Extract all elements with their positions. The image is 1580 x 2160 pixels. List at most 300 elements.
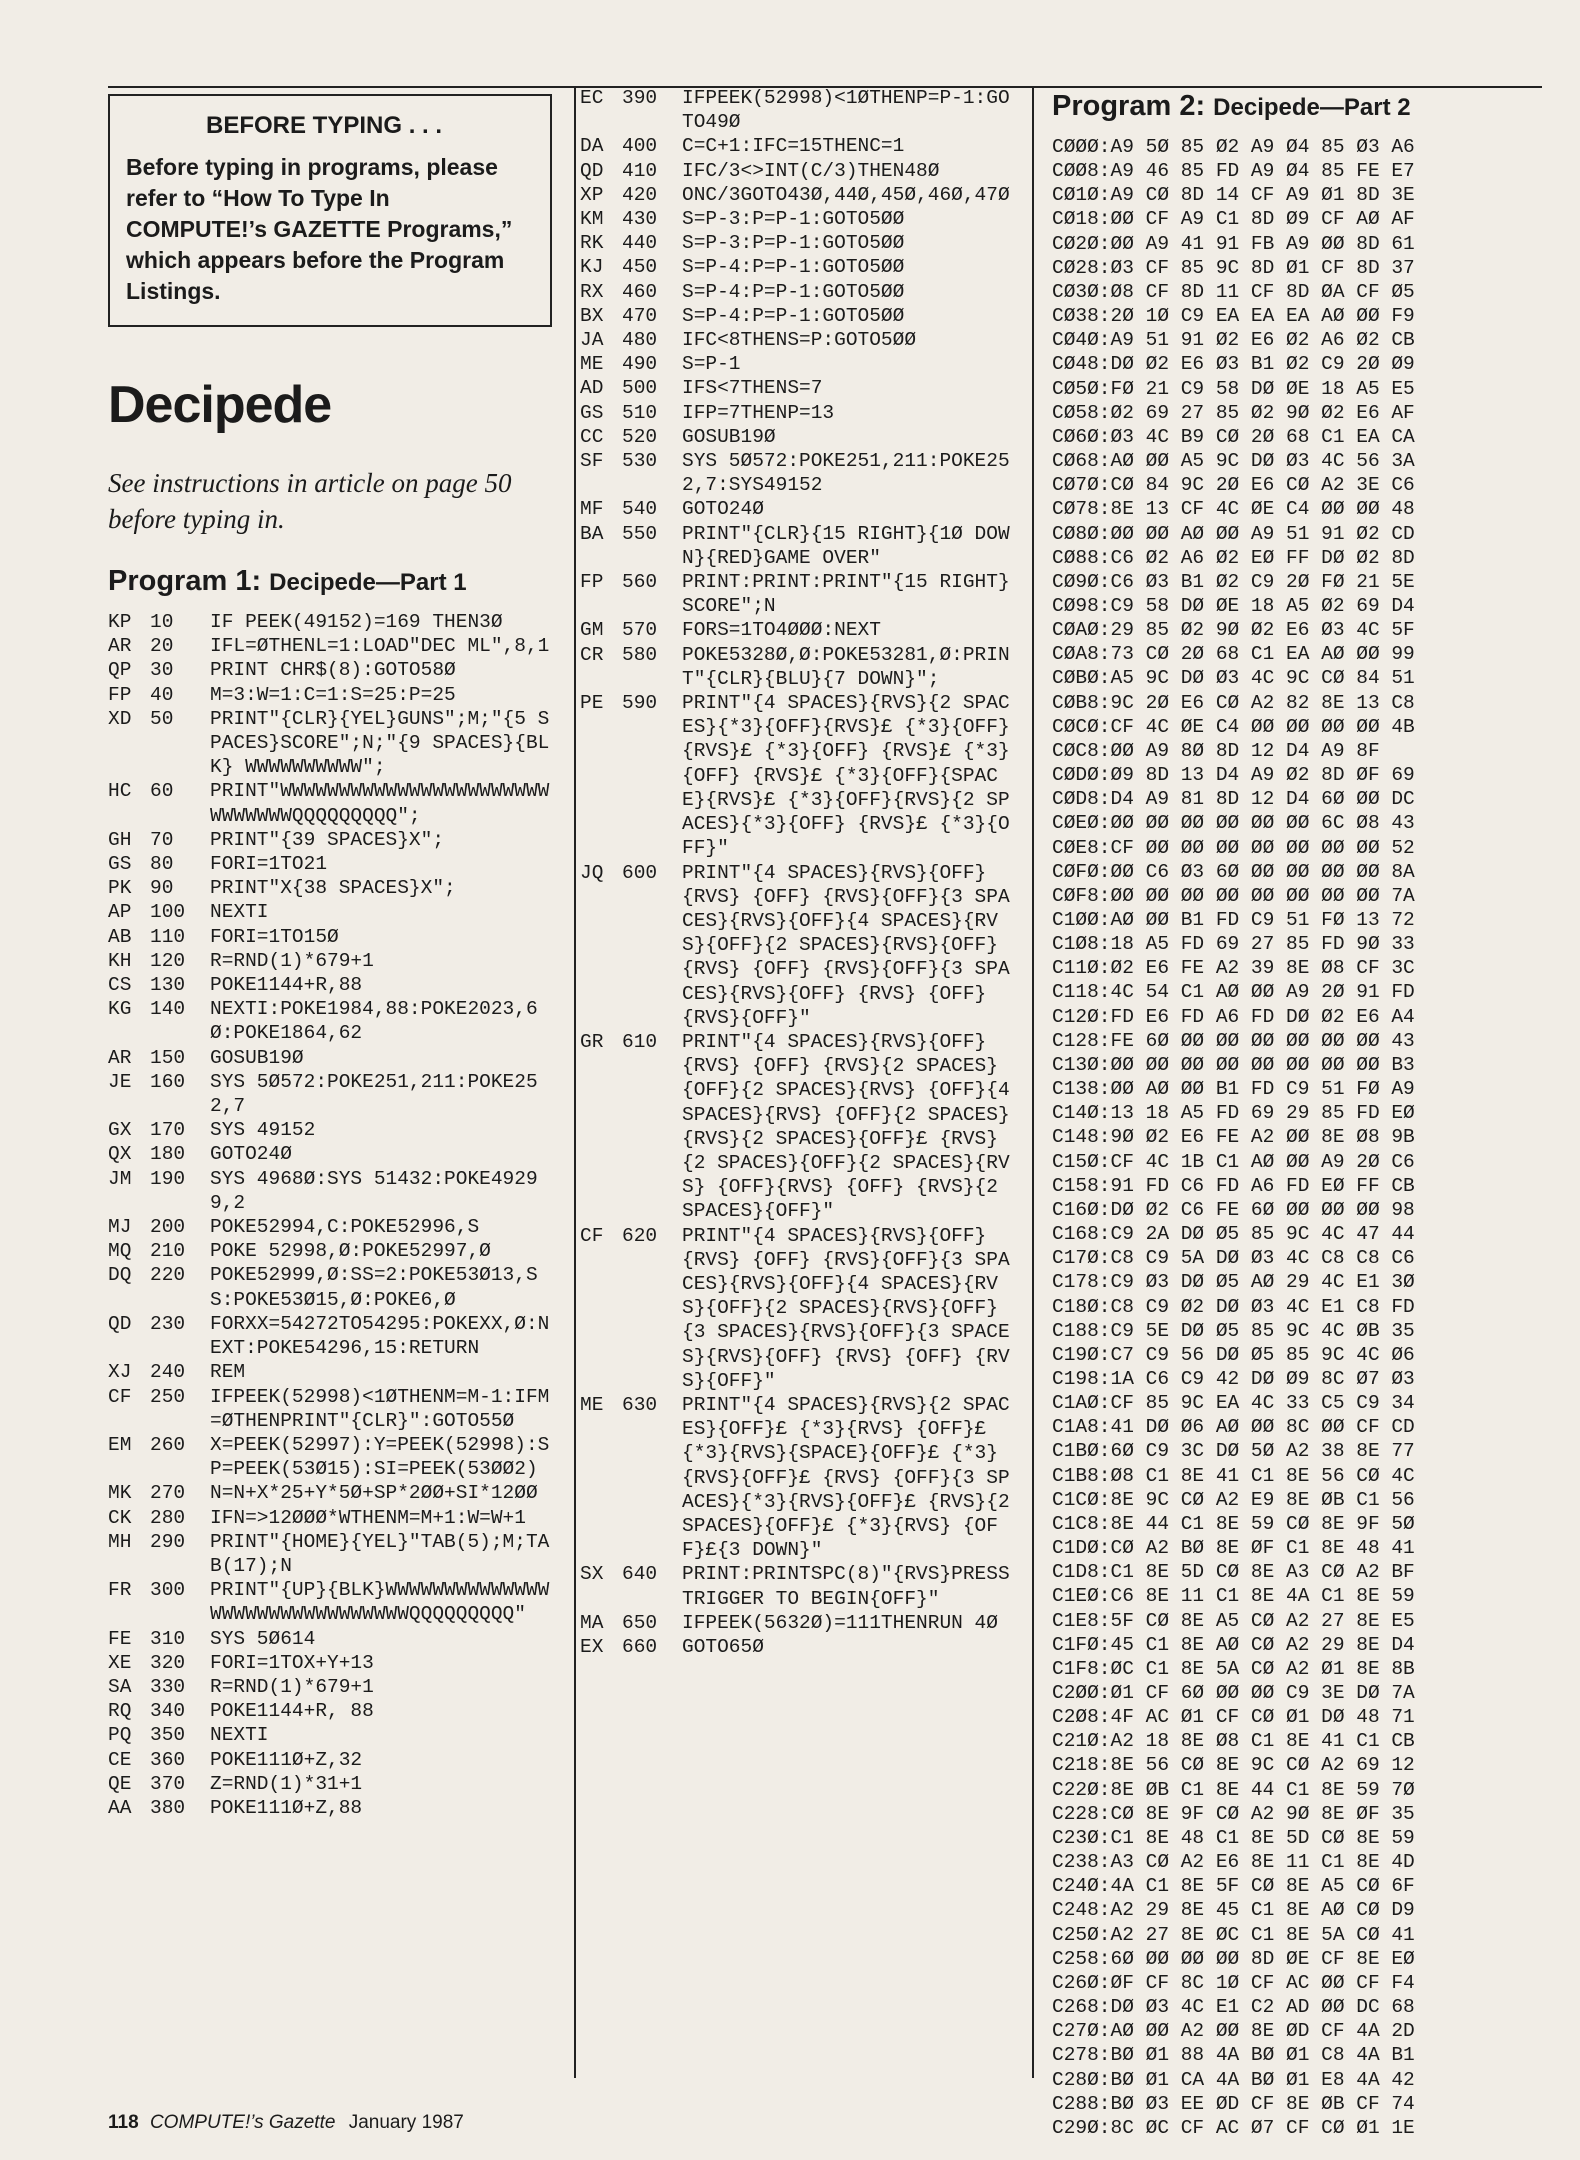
listing-line <box>108 658 552 682</box>
listing-line <box>580 207 1020 231</box>
checksum: CE <box>108 1748 132 1771</box>
checksum: JA <box>580 329 604 352</box>
checksum: XP <box>580 183 604 206</box>
code: POKE1144+R, 88 <box>210 1700 374 1723</box>
ml-line: CØ28:Ø3 CF 85 9C 8D Ø1 CF 8D 37 <box>1052 256 1415 279</box>
line-number: 100 <box>150 901 186 924</box>
ml-line: C228:CØ 8E 9F CØ A2 9Ø 8E ØF 35 <box>1052 1802 1415 1825</box>
ml-line: C1FØ:45 C1 8E AØ CØ A2 29 8E D4 <box>1052 1633 1415 1656</box>
code: R=RND(1)*679+1 <box>210 949 374 972</box>
checksum: JQ <box>580 861 604 884</box>
checksum: XD <box>108 707 132 730</box>
line-number: 470 <box>622 304 658 327</box>
line-number: 60 <box>150 780 174 803</box>
article-intro: See instructions in article on page 50 before typing in. <box>108 468 512 534</box>
code: Z=RND(1)*31+1 <box>210 1772 363 1795</box>
listing-line <box>108 1385 552 1433</box>
checksum: MA <box>580 1611 604 1634</box>
checksum: KJ <box>580 256 604 279</box>
listing-line <box>580 328 1020 352</box>
listing-line <box>580 134 1020 158</box>
code: PRINT"{CLR}{YEL}GUNS";M;"{5 SPACES}SCORE";N;"{9 SPACES}{BLK} WWWWWWWWWW"; <box>210 707 550 779</box>
listing-line <box>108 876 552 900</box>
ml-line: C188:C9 5E DØ Ø5 85 9C 4C ØB 35 <box>1052 1319 1415 1342</box>
line-number: 650 <box>622 1611 658 1634</box>
listing-line <box>108 707 552 780</box>
line-number: 250 <box>150 1385 186 1408</box>
code: POKE111Ø+Z,32 <box>210 1748 363 1771</box>
line-number: 170 <box>150 1119 186 1142</box>
line-number: 130 <box>150 974 186 997</box>
line-number: 330 <box>150 1675 186 1698</box>
line-number: 150 <box>150 1046 186 1069</box>
listing-line <box>108 1312 552 1360</box>
line-number: 480 <box>622 329 658 352</box>
ml-line: C238:A3 CØ A2 E6 8E 11 C1 8E 4D <box>1052 1851 1415 1874</box>
line-number: 630 <box>622 1393 658 1416</box>
line-number: 320 <box>150 1651 186 1674</box>
program-1-label: Program 1: <box>108 565 262 597</box>
listing-line <box>580 618 1020 642</box>
ml-line: C1C8:8E 44 C1 8E 59 CØ 8E 9F 5Ø <box>1052 1512 1415 1535</box>
listing-line <box>580 1224 1020 1393</box>
listing-line <box>108 1070 552 1118</box>
listing-line <box>580 304 1020 328</box>
checksum: CR <box>580 643 604 666</box>
ml-line: CØ78:8E 13 CF 4C ØE C4 ØØ ØØ 48 <box>1052 498 1415 521</box>
code: PRINT CHR$(8):GOTO58Ø <box>210 659 456 682</box>
ml-line: CØ9Ø:C6 Ø3 B1 Ø2 C9 2Ø FØ 21 5E <box>1052 570 1415 593</box>
program-2-heading <box>1052 90 1562 123</box>
ml-line: CØ7Ø:CØ 84 9C 2Ø E6 CØ A2 3E C6 <box>1052 474 1415 497</box>
ml-line: C12Ø:FD E6 FD A6 FD DØ Ø2 E6 A4 <box>1052 1005 1415 1028</box>
code: IFN=>12ØØØ*WTHENM=M+1:W=W+1 <box>210 1506 526 1529</box>
code: N=N+X*25+Y*5Ø+SP*2ØØ+SI*12ØØ <box>210 1482 538 1505</box>
program-1-listing <box>108 610 552 1820</box>
listing-line <box>108 1506 552 1530</box>
line-number: 460 <box>622 280 658 303</box>
listing-line <box>108 925 552 949</box>
listing-line <box>580 1393 1020 1562</box>
code: IFPEEK(5632Ø)=111THENRUN 4Ø <box>682 1611 998 1634</box>
code: X=PEEK(52997):Y=PEEK(52998):SP=PEEK(53Ø15):SI=PEEK(53ØØ2) <box>210 1433 550 1481</box>
line-number: 340 <box>150 1700 186 1723</box>
ml-line: C1EØ:C6 8E 11 C1 8E 4A C1 8E 59 <box>1052 1585 1415 1608</box>
checksum: SF <box>580 450 604 473</box>
ml-line: C2Ø8:4F AC Ø1 CF CØ Ø1 DØ 48 71 <box>1052 1706 1415 1729</box>
listing-line <box>108 1142 552 1166</box>
listing-line <box>580 449 1020 497</box>
line-number: 20 <box>150 635 174 658</box>
program-2-label: Program 2: <box>1052 90 1206 122</box>
code: FORI=1TO21 <box>210 853 328 876</box>
code: NEXTI <box>210 901 269 924</box>
ml-line: C1F8:ØC C1 8E 5A CØ A2 Ø1 8E 8B <box>1052 1657 1415 1680</box>
code: FORXX=54272TO54295:POKEXX,Ø:NEXT:POKE54296,15:RETURN <box>210 1312 550 1360</box>
listing-line <box>108 1239 552 1263</box>
line-number: 430 <box>622 208 658 231</box>
ml-line: C1DØ:CØ A2 BØ 8E ØF C1 8E 48 41 <box>1052 1537 1415 1560</box>
line-number: 160 <box>150 1070 186 1093</box>
ml-line: C22Ø:8E ØB C1 8E 44 C1 8E 59 7Ø <box>1052 1778 1415 1801</box>
listing-line <box>108 610 552 634</box>
checksum: QP <box>108 659 132 682</box>
line-number: 600 <box>622 861 658 884</box>
ml-line: C23Ø:C1 8E 48 C1 8E 5D CØ 8E 59 <box>1052 1826 1415 1849</box>
listing-line <box>108 1167 552 1215</box>
listing-line <box>580 280 1020 304</box>
line-number: 30 <box>150 659 174 682</box>
checksum: FE <box>108 1627 132 1650</box>
ml-line: C268:DØ Ø3 4C E1 C2 AD ØØ DC 68 <box>1052 1996 1415 2019</box>
code: POKE52999,Ø:SS=2:POKE53Ø13,SS:POKE53Ø15,Ø:POKE6,Ø <box>210 1264 538 1311</box>
code: NEXTI <box>210 1724 269 1747</box>
line-number: 70 <box>150 828 174 851</box>
ml-line: C28Ø:BØ Ø1 CA 4A BØ Ø1 E8 4A 42 <box>1052 2068 1415 2091</box>
code: PRINT"{4 SPACES}{RVS}{2 SPACES}{OFF}£ {*3}{RVS} {OFF}£ {*3}{RVS}{SPACE}{OFF}£ {*3}{RVS}{OFF}£ {RVS} {OFF}{3 SPACES}{*3}{RVS}{OFF}£ {RVS}{2 SPACES}{OFF}£ {*3}{RVS} {OFF}£{3 DOWN}" <box>682 1393 1022 1562</box>
checksum: RK <box>580 232 604 255</box>
listing-line <box>108 900 552 924</box>
ml-line: C25Ø:A2 27 8E ØC C1 8E 5A CØ 41 <box>1052 1923 1415 1946</box>
checksum: PK <box>108 877 132 900</box>
line-number: 510 <box>622 401 658 424</box>
line-number: 610 <box>622 1030 658 1053</box>
checksum: GS <box>580 401 604 424</box>
checksum: BX <box>580 304 604 327</box>
ml-line: CØ88:C6 Ø2 A6 Ø2 EØ FF DØ Ø2 8D <box>1052 546 1415 569</box>
line-number: 280 <box>150 1506 186 1529</box>
listing-line <box>108 1263 552 1311</box>
line-number: 290 <box>150 1530 186 1553</box>
checksum: GR <box>580 1030 604 1053</box>
line-number: 200 <box>150 1216 186 1239</box>
listing-line <box>108 949 552 973</box>
code: PRINT:PRINT:PRINT"{15 RIGHT}SCORE";N <box>682 571 1010 618</box>
code: GOTO24Ø <box>682 498 764 521</box>
checksum: MK <box>108 1482 132 1505</box>
ml-line: CØ68:AØ ØØ A5 9C DØ Ø3 4C 56 3A <box>1052 450 1415 473</box>
checksum: EM <box>108 1433 132 1456</box>
listing-line <box>580 86 1020 134</box>
listing-line <box>580 643 1020 691</box>
ml-line: CØ6Ø:Ø3 4C B9 CØ 2Ø 68 C1 EA CA <box>1052 425 1415 448</box>
ml-line: C24Ø:4A C1 8E 5F CØ 8E A5 CØ 6F <box>1052 1875 1415 1898</box>
code: SYS 49152 <box>210 1119 316 1142</box>
listing-line <box>580 352 1020 376</box>
line-number: 660 <box>622 1636 658 1658</box>
code: IFC/3<>INT(C/3)THEN48Ø <box>682 159 940 182</box>
line-number: 450 <box>622 256 658 279</box>
ml-line: C248:A2 29 8E 45 C1 8E AØ CØ D9 <box>1052 1899 1415 1922</box>
code: PRINT"{4 SPACES}{RVS}{2 SPACES}{*3}{OFF}{RVS}£ {*3}{OFF} {RVS}£ {*3}{OFF} {RVS}£ {*3}{OFF} {RVS}£ {*3}{OFF}{SPACE}{RVS}£ {*3}{OFF}{RVS}{2 SPACES}{*3}{OFF} {RVS}£ {*3}{OFF}" <box>682 692 1022 860</box>
code: GOSUB19Ø <box>210 1046 304 1069</box>
ml-line: CØØØ:A9 5Ø 85 Ø2 A9 Ø4 85 Ø3 A6 <box>1052 136 1415 158</box>
code: POKE111Ø+Z,88 <box>210 1796 363 1819</box>
ml-line: C29Ø:8C ØC CF AC Ø7 CF CØ Ø1 1E <box>1052 2116 1415 2139</box>
checksum: AD <box>580 377 604 400</box>
listing-line <box>108 1723 552 1747</box>
listing-line <box>580 1030 1020 1224</box>
code: REM <box>210 1361 246 1384</box>
listing-line <box>108 634 552 658</box>
code: POKE 52998,Ø:POKE52997,Ø <box>210 1240 491 1263</box>
code: SYS 5Ø572:POKE251,211:POKE252,7:SYS49152 <box>682 450 1010 497</box>
listing-line <box>108 828 552 852</box>
ml-line: C118:4C 54 C1 AØ ØØ A9 2Ø 91 FD <box>1052 981 1415 1004</box>
line-number: 400 <box>622 135 658 158</box>
checksum: AB <box>108 925 132 948</box>
listing-line <box>108 1433 552 1481</box>
ml-line: C1Ø8:18 A5 FD 69 27 85 FD 9Ø 33 <box>1052 933 1415 956</box>
checksum: GH <box>108 828 132 851</box>
listing-line <box>108 1046 552 1070</box>
ml-line: CØB8:9C 2Ø E6 CØ A2 82 8E 13 C8 <box>1052 691 1415 714</box>
ml-line: CØ5Ø:FØ 21 C9 58 DØ ØE 18 A5 E5 <box>1052 377 1415 400</box>
code: S=P-4:P=P-1:GOTO5ØØ <box>682 280 905 303</box>
line-number: 110 <box>150 925 186 948</box>
ml-line: CØ2Ø:ØØ A9 41 91 FB A9 ØØ 8D 61 <box>1052 232 1415 255</box>
ml-line: CØ98:C9 58 DØ ØE 18 A5 Ø2 69 D4 <box>1052 594 1415 617</box>
listing-line <box>580 376 1020 400</box>
code: SYS 5Ø572:POKE251,211:POKE252,7 <box>210 1070 538 1118</box>
ml-line: CØBØ:A5 9C DØ Ø3 4C 9C CØ 84 51 <box>1052 667 1415 690</box>
line-number: 350 <box>150 1724 186 1747</box>
listing-line <box>108 1627 552 1651</box>
ml-line: C1AØ:CF 85 9C EA 4C 33 C5 C9 34 <box>1052 1392 1415 1415</box>
line-number: 580 <box>622 643 658 666</box>
listing-line <box>580 255 1020 279</box>
ml-line: C19Ø:C7 C9 56 DØ Ø5 85 9C 4C Ø6 <box>1052 1343 1415 1366</box>
listing-line <box>580 861 1020 1030</box>
program-2-listing <box>1052 135 1562 2140</box>
ml-line: C14Ø:13 18 A5 FD 69 29 85 FD EØ <box>1052 1102 1415 1125</box>
ml-line: CØ18:ØØ CF A9 C1 8D Ø9 CF AØ AF <box>1052 208 1415 231</box>
ml-line: CØF8:ØØ ØØ ØØ ØØ ØØ ØØ ØØ ØØ 7A <box>1052 884 1415 907</box>
ml-line: C26Ø:ØF CF 8C 1Ø CF AC ØØ CF F4 <box>1052 1971 1415 1994</box>
line-number: 570 <box>622 619 658 642</box>
code: FORI=1TOX+Y+13 <box>210 1651 374 1674</box>
line-number: 360 <box>150 1748 186 1771</box>
checksum: EX <box>580 1636 604 1658</box>
code: GOTO24Ø <box>210 1143 292 1166</box>
line-number: 550 <box>622 522 658 545</box>
listing-line <box>580 691 1020 860</box>
listing-line <box>108 852 552 876</box>
program-2-name: Decipede—Part 2 <box>1213 94 1411 121</box>
checksum: AA <box>108 1796 132 1819</box>
listing-line <box>580 1562 1020 1610</box>
listing-line <box>108 1481 552 1505</box>
code: S=P-4:P=P-1:GOTO5ØØ <box>682 304 905 327</box>
checksum: JM <box>108 1167 132 1190</box>
ml-line: C21Ø:A2 18 8E Ø8 C1 8E 41 C1 CB <box>1052 1730 1415 1753</box>
listing-line <box>108 1675 552 1699</box>
ml-line: C148:9Ø Ø2 E6 FE A2 ØØ 8E Ø8 9B <box>1052 1126 1415 1149</box>
listing-line <box>108 973 552 997</box>
listing-line <box>580 522 1020 570</box>
code: NEXTI:POKE1984,88:POKE2023,6Ø:POKE1864,62 <box>210 998 538 1045</box>
listing-line <box>580 570 1020 618</box>
checksum: FP <box>580 571 604 594</box>
code: PRINT"{UP}{BLK}WWWWWWWWWWWWWWWWWWWWWWWWWWWWWWWQQQQQQQQQ" <box>210 1579 550 1626</box>
line-number: 640 <box>622 1563 658 1586</box>
checksum: SX <box>580 1563 604 1586</box>
ml-line: C27Ø:AØ ØØ A2 ØØ 8E ØD CF 4A 2D <box>1052 2020 1415 2043</box>
checksum: AR <box>108 635 132 658</box>
line-number: 560 <box>622 571 658 594</box>
line-number: 90 <box>150 877 174 900</box>
listing-line <box>108 1215 552 1239</box>
checksum: CK <box>108 1506 132 1529</box>
page-number: 118 <box>108 2112 139 2133</box>
checksum: ME <box>580 1393 604 1416</box>
ml-line: CØ48:DØ Ø2 E6 Ø3 B1 Ø2 C9 2Ø Ø9 <box>1052 353 1415 376</box>
column-3 <box>1032 86 1562 2139</box>
listing-line <box>108 1651 552 1675</box>
ml-line: CØ38:2Ø 1Ø C9 EA EA EA AØ ØØ F9 <box>1052 305 1415 328</box>
line-number: 490 <box>622 353 658 376</box>
checksum: QD <box>108 1312 132 1335</box>
ml-line: CØCØ:CF 4C ØE C4 ØØ ØØ ØØ ØØ 4B <box>1052 715 1415 738</box>
code: IFL=ØTHENL=1:LOAD"DEC ML",8,1 <box>210 635 550 658</box>
line-number: 210 <box>150 1240 186 1263</box>
code: GOSUB19Ø <box>682 425 776 448</box>
checksum: CF <box>580 1224 604 1247</box>
line-number: 370 <box>150 1772 186 1795</box>
checksum: AR <box>108 1046 132 1069</box>
checksum: CC <box>580 425 604 448</box>
code: R=RND(1)*679+1 <box>210 1675 374 1698</box>
code: IFC<8THENS=P:GOTO5ØØ <box>682 329 917 352</box>
checksum: GM <box>580 619 604 642</box>
line-number: 530 <box>622 450 658 473</box>
code: S=P-1 <box>682 353 741 376</box>
ml-line: C2ØØ:Ø1 CF 6Ø ØØ ØØ C9 3E DØ 7A <box>1052 1682 1415 1704</box>
checksum: GX <box>108 1119 132 1142</box>
ml-line: C1BØ:6Ø C9 3C DØ 5Ø A2 38 8E 77 <box>1052 1440 1415 1463</box>
checksum: MJ <box>108 1216 132 1239</box>
listing-line <box>580 159 1020 183</box>
program-1-listing-continued <box>580 86 1020 1659</box>
checksum: KG <box>108 998 132 1021</box>
listing-line <box>580 183 1020 207</box>
ml-line: CØD8:D4 A9 81 8D 12 D4 6Ø ØØ DC <box>1052 788 1415 811</box>
code: IFP=7THENP=13 <box>682 401 835 424</box>
code: PRINT"WWWWWWWWWWWWWWWWWWWWWWWWWWWWWWQQQQQQQQQ"; <box>210 780 550 827</box>
code: POKE1144+R,88 <box>210 974 363 997</box>
box-text: Before typing in programs, please refer to “How To Type In COMPUTE!’s GAZETTE Programs,” which appears before the Program Listings. <box>126 154 513 304</box>
code: ONC/3GOTO43Ø,44Ø,45Ø,46Ø,47Ø <box>682 183 1010 206</box>
checksum: PE <box>580 692 604 715</box>
ml-line: CØEØ:ØØ ØØ ØØ ØØ ØØ ØØ 6C Ø8 43 <box>1052 812 1415 835</box>
listing-line <box>580 1635 1020 1659</box>
line-number: 260 <box>150 1433 186 1456</box>
ml-line: C11Ø:Ø2 E6 FE A2 39 8E Ø8 CF 3C <box>1052 957 1415 980</box>
line-number: 590 <box>622 692 658 715</box>
line-number: 300 <box>150 1579 186 1602</box>
ml-line: C1ØØ:AØ ØØ B1 FD C9 51 FØ 13 72 <box>1052 909 1415 931</box>
listing-line <box>580 1611 1020 1635</box>
checksum: AP <box>108 901 132 924</box>
checksum: FP <box>108 683 132 706</box>
listing-line <box>108 683 552 707</box>
listing-line <box>580 401 1020 425</box>
listing-line <box>580 425 1020 449</box>
checksum: EC <box>580 87 604 109</box>
ml-line: C18Ø:C8 C9 Ø2 DØ Ø3 4C E1 C8 FD <box>1052 1295 1415 1318</box>
issue-date: January 1987 <box>348 2112 464 2133</box>
line-number: 440 <box>622 232 658 255</box>
line-number: 270 <box>150 1482 186 1505</box>
ml-line: C16Ø:DØ Ø2 C6 FE 6Ø ØØ ØØ ØØ 98 <box>1052 1198 1415 1221</box>
listing-line <box>108 1360 552 1384</box>
line-number: 140 <box>150 998 186 1021</box>
line-number: 500 <box>622 377 658 400</box>
line-number: 190 <box>150 1167 186 1190</box>
line-number: 380 <box>150 1796 186 1819</box>
checksum: JE <box>108 1070 132 1093</box>
page-footer <box>108 2112 464 2134</box>
listing-line <box>108 1796 552 1820</box>
ml-line: C13Ø:ØØ ØØ ØØ ØØ ØØ ØØ ØØ ØØ B3 <box>1052 1053 1415 1076</box>
ml-line: C1B8:Ø8 C1 8E 41 C1 8E 56 CØ 4C <box>1052 1464 1415 1487</box>
checksum: DQ <box>108 1264 132 1287</box>
line-number: 230 <box>150 1312 186 1335</box>
ml-line: CØE8:CF ØØ ØØ ØØ ØØ ØØ ØØ ØØ 52 <box>1052 836 1415 859</box>
line-number: 410 <box>622 159 658 182</box>
ml-line: CØAØ:29 85 Ø2 9Ø Ø2 E6 Ø3 4C 5F <box>1052 619 1415 642</box>
checksum: GS <box>108 853 132 876</box>
checksum: CF <box>108 1385 132 1408</box>
checksum: XE <box>108 1651 132 1674</box>
box-title: BEFORE TYPING . . . <box>206 112 443 139</box>
code: PRINT"{HOME}{YEL}"TAB(5);M;TAB(17);N <box>210 1530 550 1577</box>
code: IF PEEK(49152)=169 THEN3Ø <box>210 611 503 633</box>
listing-line <box>108 997 552 1045</box>
ml-line: C138:ØØ AØ ØØ B1 FD C9 51 FØ A9 <box>1052 1078 1415 1101</box>
ml-line: C198:1A C6 C9 42 DØ Ø9 8C Ø7 Ø3 <box>1052 1367 1415 1390</box>
line-number: 390 <box>622 87 658 109</box>
ml-line: CØC8:ØØ A9 8Ø 8D 12 D4 A9 8F <box>1052 739 1380 762</box>
checksum: QD <box>580 159 604 182</box>
ml-line: C278:BØ Ø1 88 4A BØ Ø1 C8 4A B1 <box>1052 2044 1415 2067</box>
code: POKE52994,C:POKE52996,S <box>210 1216 480 1239</box>
checksum: MH <box>108 1530 132 1553</box>
ml-line: C128:FE 6Ø ØØ ØØ ØØ ØØ ØØ ØØ 43 <box>1052 1029 1415 1052</box>
ml-line: CØA8:73 CØ 2Ø 68 C1 EA AØ ØØ 99 <box>1052 643 1415 666</box>
checksum: MF <box>580 498 604 521</box>
checksum: MQ <box>108 1240 132 1263</box>
checksum: CS <box>108 974 132 997</box>
line-number: 120 <box>150 949 186 972</box>
checksum: KM <box>580 208 604 231</box>
program-1-name: Decipede—Part 1 <box>269 569 467 596</box>
ml-line: C158:91 FD C6 FD A6 FD EØ FF CB <box>1052 1174 1415 1197</box>
code: PRINT"{4 SPACES}{RVS}{OFF} {RVS} {OFF} {RVS}{OFF}{3 SPACES}{RVS}{OFF}{4 SPACES}{RVS}{OFF}{2 SPACES}{RVS}{OFF}{3 SPACES}{RVS}{OFF}{3 SPACES}{RVS}{OFF} {RVS} {OFF} {RVS}{OFF}" <box>682 1224 1010 1392</box>
ml-line: C178:C9 Ø3 DØ Ø5 AØ 29 4C E1 3Ø <box>1052 1271 1415 1294</box>
line-number: 220 <box>150 1264 186 1287</box>
checksum: SA <box>108 1675 132 1698</box>
code: M=3:W=1:C=1:S=25:P=25 <box>210 683 456 706</box>
ml-line: C1E8:5F CØ 8E A5 CØ A2 27 8E E5 <box>1052 1609 1415 1632</box>
ml-line: CØDØ:Ø9 8D 13 D4 A9 Ø2 8D ØF 69 <box>1052 764 1415 787</box>
checksum: HC <box>108 780 132 803</box>
code: C=C+1:IFC=15THENC=1 <box>682 135 905 158</box>
line-number: 40 <box>150 683 174 706</box>
line-number: 420 <box>622 183 658 206</box>
code: SYS 5Ø614 <box>210 1627 316 1650</box>
ml-line: CØFØ:ØØ C6 Ø3 6Ø ØØ ØØ ØØ ØØ 8A <box>1052 860 1415 883</box>
